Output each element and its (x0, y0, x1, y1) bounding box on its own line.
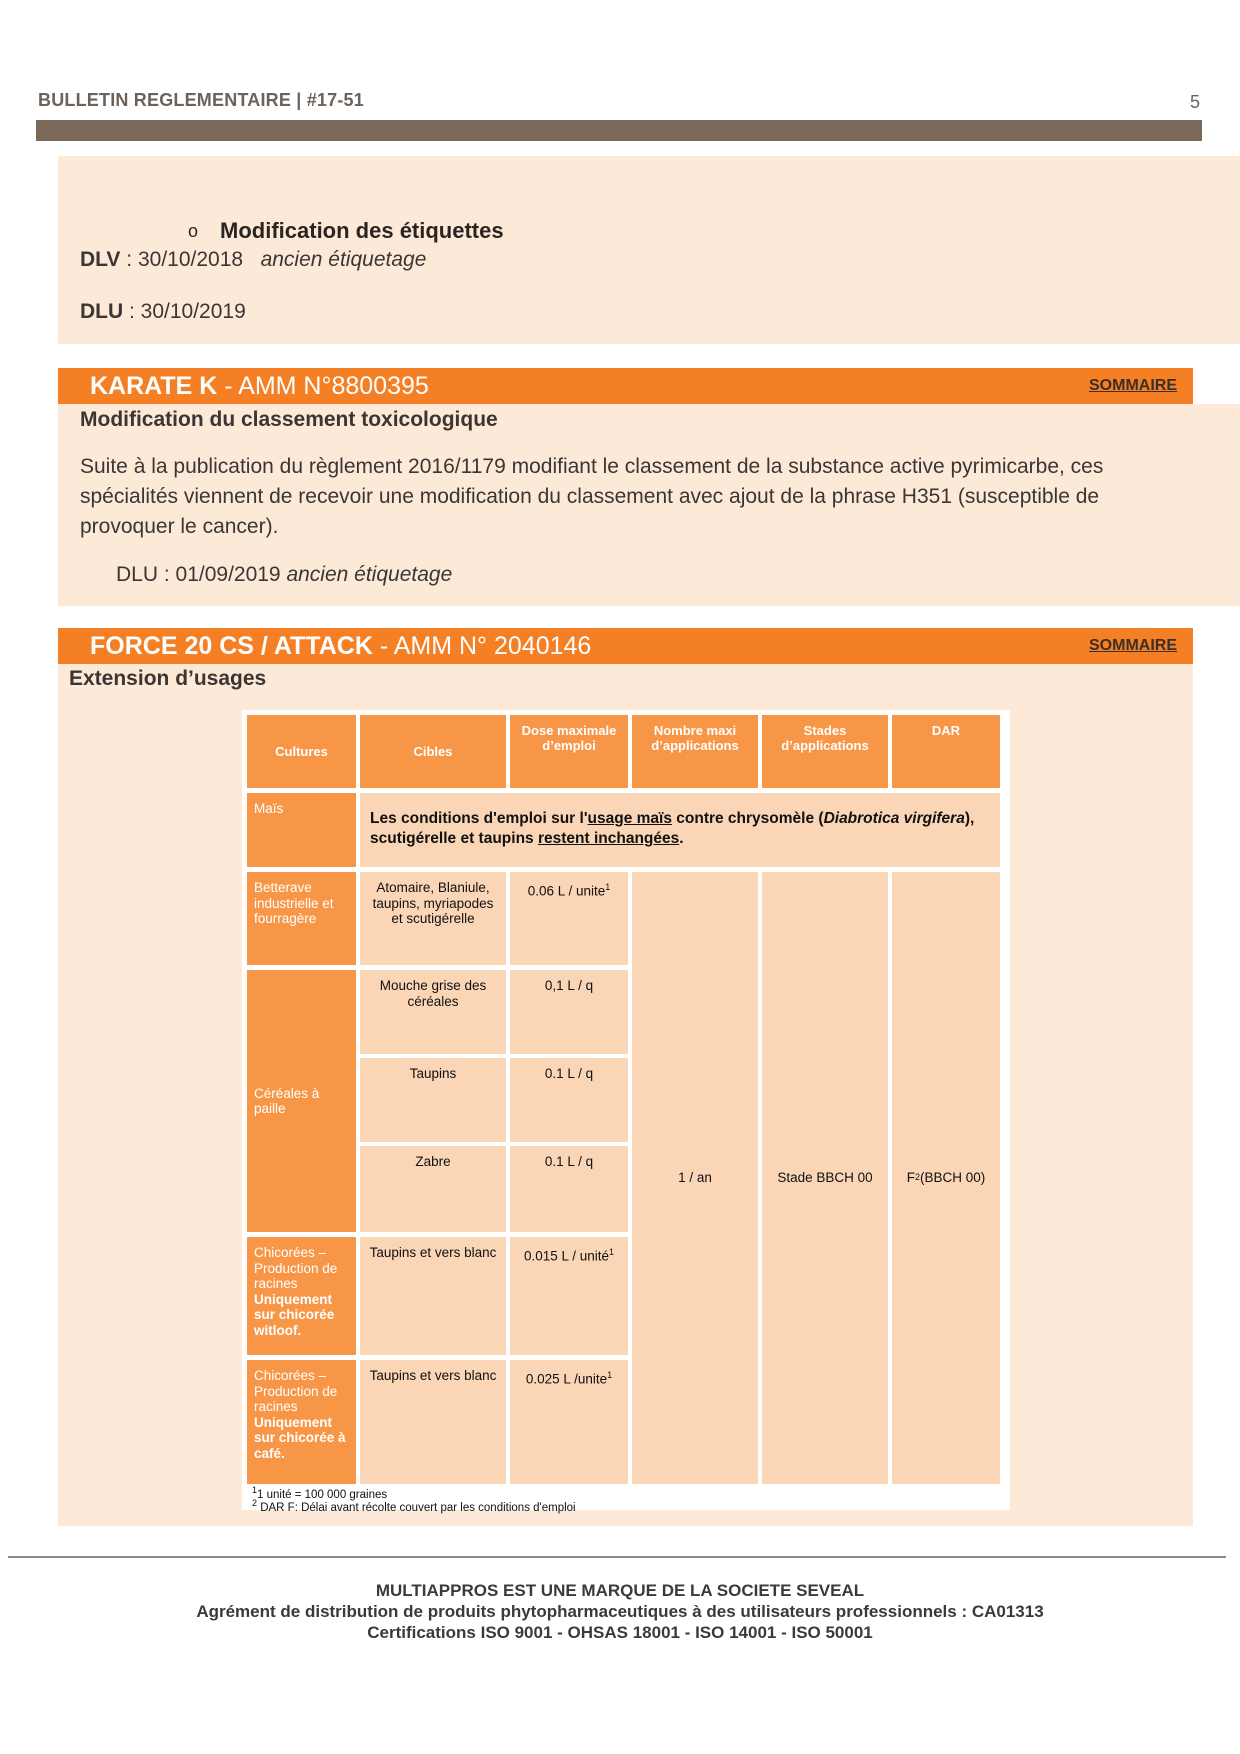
bullet-circle-icon: o (188, 220, 199, 241)
page-number: 5 (1190, 92, 1201, 112)
karate-dlu-line (116, 563, 452, 587)
karate-product-name: KARATE K (90, 371, 218, 400)
dar-value: F 2 (BBCH 00) (892, 872, 1000, 1484)
dlv-value: : 30/10/2018 (120, 248, 244, 271)
cible-chicoree-witloof: Taupins et vers blanc (360, 1237, 506, 1355)
culture-chicoree-cafe: Chicorées – Production de racines Uniquement sur chicorée à café. (247, 1360, 356, 1484)
culture-betterave: Betterave industrielle et fourragère (247, 872, 356, 965)
karate-amm: - AMM N°8800395 (217, 371, 429, 400)
cible-chicoree-cafe: Taupins et vers blanc (360, 1360, 506, 1484)
karate-dlu-text: DLU : 01/09/2019 (116, 563, 287, 586)
footnote-1: $^1$1 unité = 100 000 graines (252, 1485, 388, 1501)
dose-mouche-grise: 0,1 L / q (510, 970, 628, 1054)
culture-mais: Maïs (247, 793, 356, 867)
cible-zabre: Zabre (360, 1146, 506, 1232)
header-cibles: Cibles (360, 715, 506, 788)
culture-chicoree-witloof: Chicorées – Production de racines Uniquement sur chicorée witloof. (247, 1237, 356, 1355)
header-dose: Dose maximale d’emploi (510, 715, 628, 788)
force-subheading: Extension d’usages (69, 667, 267, 690)
dlu-label: DLU (80, 300, 124, 323)
usage-table (242, 710, 1010, 1514)
footer-divider (8, 1556, 1226, 1558)
dose-betterave: 0.06 L / unite$^1$ (510, 872, 628, 965)
karate-section-bar (58, 368, 1193, 404)
dlv-label: DLV (80, 248, 121, 271)
dlu-line (80, 300, 246, 324)
footer-line-1: MULTIAPPROS EST UNE MARQUE DE LA SOCIETE SEVEAL (375, 1581, 865, 1600)
header-nombre: Nombre maxi d’applications (632, 715, 758, 788)
dlu-value: : 30/10/2019 (123, 300, 246, 323)
dose-chicoree-witloof: 0.015 L / unité$^1$ (510, 1237, 628, 1355)
karate-dlu-note: ancien étiquetage (286, 563, 453, 586)
header-stades: Stades d’applications (762, 715, 888, 788)
stade-applications: Stade BBCH 00 (762, 872, 888, 1484)
bulletin-title: BULLETIN REGLEMENTAIRE | #17-51 (38, 90, 364, 110)
karate-title (90, 372, 429, 401)
karate-subheading: Modification du classement toxicologique (80, 408, 498, 431)
dose-taupins: 0.1 L / q (510, 1058, 628, 1142)
header-cultures: Cultures (247, 715, 356, 788)
dlv-line (80, 248, 426, 272)
force-title (90, 632, 591, 661)
dlv-note: ancien étiquetage (260, 248, 427, 271)
header-dar: DAR (892, 715, 1000, 788)
cible-mouche-grise: Mouche grise des céréales (360, 970, 506, 1054)
force-section-bar (58, 628, 1193, 664)
footnote-2: $^2$ DAR F: Délai avant récolte couvert par les conditions d'emploi (252, 1498, 576, 1514)
footer-line-2: Agrément de distribution de produits phytopharmaceutiques à des utilisateurs professionnels : CA01313 (196, 1602, 1044, 1621)
mais-conditions: Les conditions d'emploi sur l'usage maïs contre chrysomèle (Diabrotica virgifera), scutigérelle et taupins restent inchangées. (360, 793, 1000, 867)
dose-chicoree-cafe: 0.025 L /unite$^1$ (510, 1360, 628, 1484)
karate-paragraph: Suite à la publication du règlement 2016/1179 modifiant le classement de la substance active pyrimicarbe, ces spécialités viennent de recevoir une modification du classement avec ajout de la phrase H351 (susceptible de provoquer le cancer). (80, 455, 1104, 538)
force-amm: - AMM N° 2040146 (372, 631, 592, 660)
nombre-applications: 1 / an (632, 872, 758, 1484)
dose-zabre: 0.1 L / q (510, 1146, 628, 1232)
label-modification-heading (188, 218, 504, 244)
cible-betterave: Atomaire, Blaniule, taupins, myriapodes et scutigérelle (360, 872, 506, 965)
header-divider-bar (36, 120, 1202, 141)
cible-taupins: Taupins (360, 1058, 506, 1142)
sommaire-link[interactable]: SOMMAIRE (1089, 377, 1177, 394)
footer-line-3: Certifications ISO 9001 - OHSAS 18001 - ISO 14001 - ISO 50001 (367, 1623, 873, 1642)
sommaire-link[interactable]: SOMMAIRE (1089, 637, 1177, 654)
force-product-name: FORCE 20 CS / ATTACK (90, 631, 373, 660)
heading-text: Modification des étiquettes (220, 218, 504, 243)
culture-cereales: Céréales à paille (247, 970, 356, 1232)
